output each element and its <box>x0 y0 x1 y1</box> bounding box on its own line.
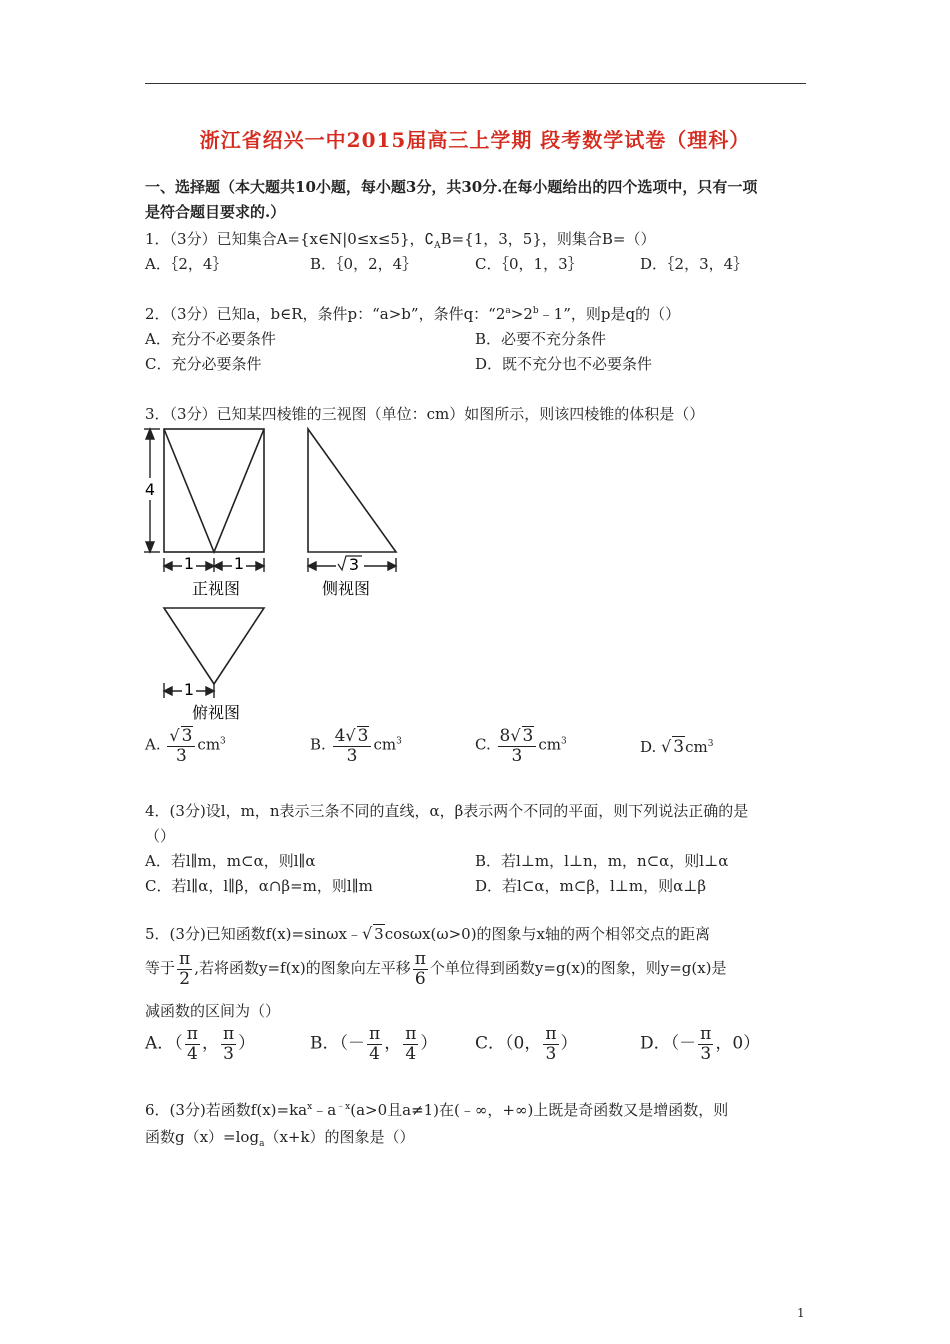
q3-b-num: 3 <box>357 726 369 746</box>
question-5-stem-line3: 减函数的区间为（） <box>145 1002 281 1020</box>
q1-option-b: B．｛0，2，4｝ <box>310 255 418 273</box>
q5-b-d1: 4 <box>369 1043 380 1064</box>
q5-f1-den: 2 <box>179 968 191 989</box>
front-width-dimension <box>164 558 264 572</box>
question-4-stem-line1: 4．(3分)设l，m，n表示三条不同的直线，α，β表示两个不同的平面，则下列说法正确的是 <box>145 802 749 820</box>
q6-line1-c: (a>0且a≠1)在(﹣∞，+∞)上既是奇函数又是增函数，则 <box>350 1101 729 1119</box>
q5-a-n2: π <box>222 1024 235 1044</box>
q3-c-num: 3 <box>522 726 534 746</box>
q5-d-close: ，0） <box>715 1033 761 1054</box>
q3-c-fraction: $\frac{8√ 3}{3}$ <box>498 726 537 765</box>
q5-b-d2: 4 <box>405 1043 417 1064</box>
q5-option-c <box>475 1025 578 1063</box>
q1-option-d: D．｛2，3，4｝ <box>640 255 749 273</box>
q5-fraction-2 <box>413 950 428 988</box>
q1-stem-a: 1．（3分）已知集合A={x∈N|0≤x≤5}， <box>145 230 425 248</box>
q2-option-d: D．既不充分也不必要条件 <box>475 355 653 373</box>
q3-option-b <box>310 726 402 765</box>
q6-line2-a: 函数g（x）=log <box>145 1128 260 1146</box>
q5-a-frac1 <box>185 1025 200 1063</box>
q5-a-sep: ， <box>201 1033 219 1054</box>
q5-d-open: （－ <box>670 1033 697 1054</box>
q4-option-b: B．若l⊥m，l⊥n，m，n⊂α，则l⊥α <box>475 852 729 870</box>
q5-a-frac2 <box>221 1025 236 1063</box>
q3-option-d: D. √ $3cm^3$ <box>640 737 714 757</box>
q3-a-num: 3 <box>181 726 193 746</box>
q5-a-d2: 3 <box>223 1043 234 1064</box>
question-6-stem-line2 <box>145 1126 415 1149</box>
question-5-stem-line2 <box>145 950 727 988</box>
q3-d-unit-sup: 3 <box>707 739 714 749</box>
q5-line2-c: 个单位得到函数y=g(x)的图象，则y=g(x)是 <box>429 959 727 978</box>
complement-symbol: ∁ <box>424 230 435 248</box>
q3-c-coef: 8 <box>499 726 511 746</box>
header-rule <box>145 83 806 84</box>
q5-a-n1: π <box>186 1024 198 1044</box>
question-1-stem <box>145 228 655 251</box>
q3-a-unit: cm <box>197 735 221 754</box>
question-4-stem-line2: （） <box>145 827 176 845</box>
q3-a-den: 3 <box>175 745 187 766</box>
q3-d-num: 3 <box>673 737 685 757</box>
q3-b-unit: cm <box>373 735 397 754</box>
question-3-stem: 3．（3分）已知某四棱锥的三视图（单位：cm）如图所示，则该四棱锥的体积是（） <box>145 405 705 423</box>
section-heading-line2: 是符合题目要求的.） <box>145 203 286 221</box>
q4-option-a: A．若l∥m，m⊂α，则l∥α <box>145 852 316 870</box>
q1-option-a: A．｛2，4｝ <box>145 255 228 273</box>
front-dim1-label: 1 <box>183 554 195 573</box>
section-heading-line1: 一、选择题（本大题共10小题，每小题3分，共30分.在每小题给出的四个选项中，只有一项 <box>145 178 758 196</box>
q5-option-a <box>145 1025 255 1063</box>
q5-b-n2: π <box>405 1024 417 1044</box>
q5-d-label: D． <box>640 1033 671 1054</box>
three-view-figure <box>140 420 420 725</box>
side-view-caption: 侧视图 <box>321 579 371 598</box>
q5-b-frac1 <box>367 1025 382 1063</box>
q5-stem-b: cosωx(ω>0)的图象与x轴的两个相邻交点的距离 <box>384 925 711 943</box>
q5-d-frac <box>698 1025 713 1063</box>
question-2-stem <box>145 303 680 324</box>
q6-sup2: ﹣x <box>336 1102 351 1112</box>
top-view-caption: 俯视图 <box>191 703 241 722</box>
q3-b-unit-sup: 3 <box>396 736 402 747</box>
q5-stem-a: 5．(3分)已知函数f(x)=sinωx﹣ <box>145 925 362 943</box>
q1-option-c: C．｛0，1，3｝ <box>475 255 583 273</box>
q6-line1-a: 6．(3分)若函数f(x)=ka <box>145 1101 308 1119</box>
q5-c-close: ） <box>560 1033 578 1054</box>
q3-b-coef: 4 <box>334 726 346 746</box>
q5-option-b <box>310 1025 437 1063</box>
q3-a-unit-sup: 3 <box>220 736 226 747</box>
question-5-stem-line1: 5．(3分)已知函数f(x)=sinωx﹣√ 3cosωx(ω>0)的图象与x轴的两个相邻交点的距离 <box>145 924 711 943</box>
q3-c-label: C. <box>475 735 491 754</box>
q2-stem-b: >2 <box>510 305 533 323</box>
q3-a-label: A. <box>145 735 161 754</box>
q4-option-d: D．若l⊂α，m⊂β，l⊥m，则α⊥β <box>475 877 707 895</box>
q2-option-a: A．充分不必要条件 <box>145 330 276 348</box>
complement-subscript: A <box>434 241 441 251</box>
q3-d-label: D. <box>640 738 657 756</box>
front-dim2-label: 1 <box>233 554 245 573</box>
q3-a-fraction: $\frac{√ 3}{3}$ <box>167 726 195 765</box>
q5-c-n: π <box>545 1024 557 1044</box>
q5-line2-b: ,若将函数y=f(x)的图象向左平移 <box>194 959 411 978</box>
q5-option-d <box>640 1025 760 1063</box>
q1-stem-b: B={1，3，5}，则集合B=（） <box>440 230 656 248</box>
q5-a-close: ） <box>238 1033 256 1054</box>
page-title: 浙江省绍兴一中2015届高三上学期 段考数学试卷（理科） <box>199 128 751 152</box>
q2-option-c: C．充分必要条件 <box>145 355 262 373</box>
height-label: 4 <box>144 480 156 499</box>
q5-f2-den: 6 <box>414 968 426 989</box>
q5-fraction-1 <box>177 950 192 988</box>
q3-b-label: B. <box>310 735 326 754</box>
q5-line2-a: 等于 <box>145 959 176 978</box>
q3-b-fraction: $\frac{4√ 3}{3}$ <box>333 726 372 765</box>
q3-d-unit: cm <box>685 738 708 756</box>
q5-c-open: （0， <box>505 1033 542 1054</box>
front-view-caption: 正视图 <box>191 579 241 598</box>
q2-sup-b: b <box>532 306 539 316</box>
q3-c-unit: cm <box>538 735 561 754</box>
page-number: 1 <box>797 1306 805 1320</box>
q6-sup1: x <box>307 1102 313 1112</box>
q2-stem-c: ﹣1”，则p是q的（） <box>538 305 681 323</box>
q5-f2-num: π <box>414 949 426 969</box>
q5-d-n: π <box>700 1024 712 1044</box>
q5-c-frac <box>543 1025 558 1063</box>
q6-line1-b: ﹣a <box>312 1101 337 1119</box>
q5-b-close: ） <box>420 1033 438 1054</box>
q4-option-c: C．若l∥α，l∥β，α∩β=m，则l∥m <box>145 877 373 895</box>
q6-line2-b: （x+k）的图象是（） <box>264 1128 415 1146</box>
q5-b-n1: π <box>369 1024 381 1044</box>
q5-c-label: C． <box>475 1033 506 1054</box>
side-view <box>308 429 396 552</box>
side-dim-label: 3 <box>348 555 360 574</box>
q5-b-label: B． <box>310 1033 340 1054</box>
top-view <box>164 608 264 684</box>
q5-a-open: （ <box>174 1033 183 1054</box>
q5-f1-num: π <box>179 949 191 969</box>
front-view <box>164 429 264 552</box>
question-6-stem-line1 <box>145 1099 728 1120</box>
q5-c-d: 3 <box>545 1043 557 1064</box>
q3-c-den: 3 <box>511 745 523 766</box>
q3-b-den: 3 <box>346 745 358 766</box>
q5-b-sep: ， <box>384 1033 402 1054</box>
q3-option-c <box>475 726 567 765</box>
q3-c-unit-sup: 3 <box>560 736 567 747</box>
q2-stem-a: 2．（3分）已知a，b∈R，条件p：“a>b”，条件q：“2 <box>145 305 506 323</box>
q5-a-label: A． <box>145 1033 175 1054</box>
q5-b-frac2 <box>403 1025 418 1063</box>
q5-a-d1: 4 <box>186 1043 198 1064</box>
q2-sup-a: a <box>505 306 511 316</box>
q5-d-d: 3 <box>700 1043 712 1064</box>
q5-sqrt3: 3 <box>374 925 384 943</box>
q3-option-a <box>145 726 226 765</box>
q5-b-open: （－ <box>339 1033 365 1054</box>
q2-option-b: B．必要不充分条件 <box>475 330 607 348</box>
q6-sub: a <box>259 1139 265 1149</box>
top-dim-label: 1 <box>183 680 195 699</box>
